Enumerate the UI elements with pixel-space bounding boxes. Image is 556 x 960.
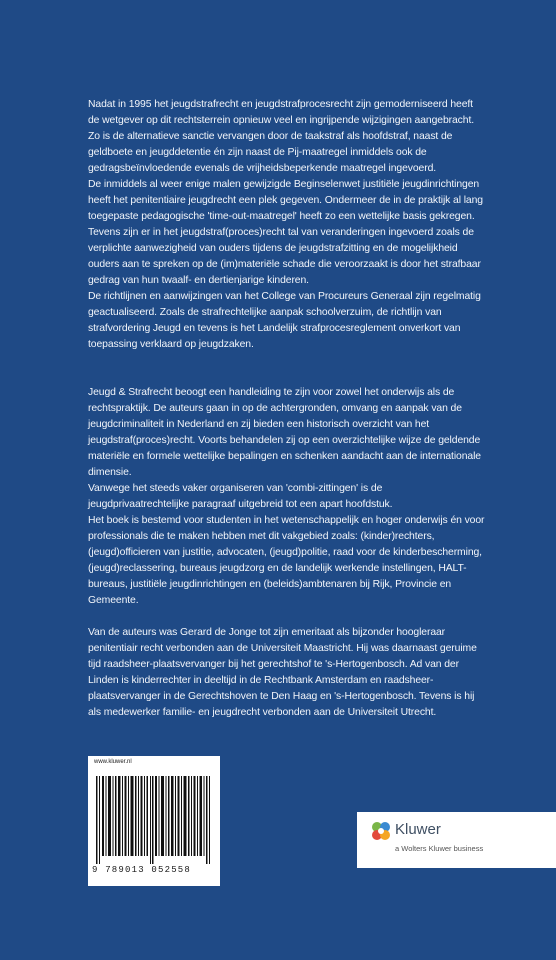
isbn-number: 9 789013 052558 — [92, 865, 192, 875]
isbn-barcode-icon — [96, 776, 212, 864]
paragraph-2: De inmiddels al weer enige malen gewijzigde Beginselenwet justitiële jeugdinrichtingen heeft het penitentiaire jeugdrecht een plek gegeven. Ondermeer de in de praktijk al lang toegepaste pedagogische 'time-out-maatregel' heeft zo een wettelijke basis gekregen. — [88, 179, 483, 222]
paragraph-1: Nadat in 1995 het jeugdstrafrecht en jeugdstrafprocesrecht zijn gemoderniseerd heeft de wetgever op dit rechtsterrein opnieuw veel en ingrijpende wijzigingen aangebracht. Zo is de alternatieve sanctie vervangen door de taakstraf als hoofdstraf, naast de geldboete en jeugddetentie én zijn naast de Pij-maatregel inmiddels ook de gedragsbeïnvloedende evenals de vrijheidsbeperkende maatregel ingevoerd. — [88, 99, 475, 174]
publisher-tagline: a Wolters Kluwer business — [395, 844, 484, 853]
publisher-name: Kluwer — [395, 821, 441, 838]
paragraph-7: Het boek is bestemd voor studenten in het wetenschappelijk en hoger onderwijs én voor professionals die te maken hebben met dit vakgebied zoals: (kinder)rechters, (jeugd)officieren van justitie, advocaten, (jeugd)politie, raad voor de kinderbescherming, (jeugd)reclassering, bureaus jeugdzorg en de landelijk werkende instellingen, HALT-bureaus, justitiële jeugdinrichtingen en (beleids)ambtenaren bij Rijk, Provincie en Gemeente. — [88, 515, 485, 606]
kluwer-logo-icon — [371, 821, 391, 841]
paragraph-spacer — [88, 353, 486, 369]
paragraph-3: Tevens zijn er in het jeugdstraf(proces)recht tal van veranderingen ingevoerd zoals de verplichte aanwezigheid van ouders tijdens de jeugdstrafzitting en de mogelijkheid ouders aan te spreken op de (im)materiële schade die veroorzaakt is door het strafbaar gedrag van hun twaalf- en dertienjarige kinderen. — [88, 227, 481, 286]
paragraph-8: Van de auteurs was Gerard de Jonge tot zijn emeritaat als bijzonder hoogleraar penitentiair recht verbonden aan de Universiteit Maastricht. Hij was daarnaast geruime tijd raadsheer-plaatsvervanger bij het gerechtshof te 's-Hertogenbosch. Ad van der Linden is kinderrechter in deeltijd in de Rechtbank Amsterdam en raadsheer-plaatsvervanger in de Gerechtshoven te Den Haag en 's-Hertogenbosch. Tevens is hij als medewerker familie- en jeugdrecht verbonden aan de Universiteit Utrecht. — [88, 627, 477, 718]
paragraph-spacer — [88, 369, 486, 385]
paragraph-spacer — [88, 609, 486, 625]
publisher-url: www.kluwer.nl — [94, 759, 132, 765]
publisher-logo — [357, 812, 556, 868]
paragraph-5: Jeugd & Strafrecht beoogt een handleiding te zijn voor zowel het onderwijs als de rechtspraktijk. De auteurs gaan in op de achtergronden, omvang en aanpak van de jeugdcriminaliteit in Nederland en zij bieden een historisch overzicht van het jeugdstraf(proces)recht. Voorts behandelen zij op een overzichtelijke wijze de geldende materiële en formele wettelijke bepalingen en schenken aandacht aan de internationale dimensie. — [88, 387, 481, 478]
blurb-text — [88, 97, 486, 721]
paragraph-4: De richtlijnen en aanwijzingen van het College van Procureurs Generaal zijn regelmatig geactualiseerd. Zoals de strafrechtelijke aanpak schoolverzuim, de richtlijn van strafvordering Jeugd en tevens is het Landelijk strafprocesreglement onverkort van toepassing verklaard op jeugdzaken. — [88, 291, 481, 350]
barcode-panel — [88, 756, 220, 886]
paragraph-6: Vanwege het steeds vaker organiseren van 'combi-zittingen' is de jeugdprivaatrechtelijke paragraaf uitgebreid tot een apart hoofdstuk. — [88, 483, 393, 510]
